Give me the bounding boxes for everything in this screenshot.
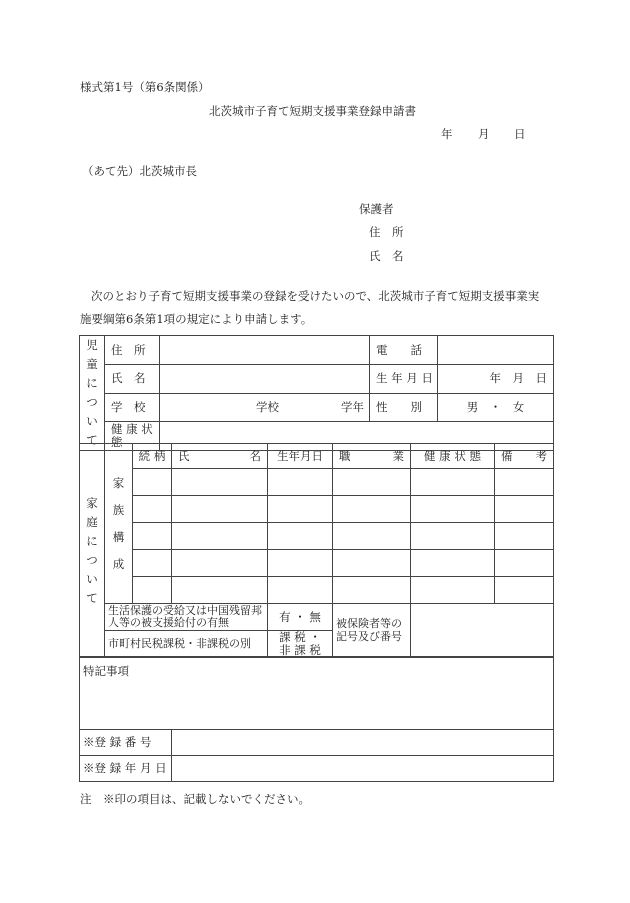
family-section-title: 家 庭 に つ い て — [80, 444, 105, 658]
registration-number-field[interactable] — [172, 730, 554, 756]
welfare-value[interactable]: 有 ・ 無 — [268, 604, 333, 631]
child-school-label: 学 校 — [105, 393, 160, 422]
intro-line-2: 施要綱第6条第1項の規定により申請します。 — [80, 312, 313, 326]
date-year-label: 年 — [441, 127, 453, 141]
child-birthdate-label: 生 年 月 日 — [370, 364, 438, 393]
guardian-label: 保護者 — [359, 202, 394, 216]
registration-date-field[interactable] — [172, 756, 554, 782]
child-section-title: 児 童 に つ い て — [80, 336, 105, 451]
child-school-field[interactable] — [160, 393, 370, 422]
family-row — [80, 469, 554, 496]
date-day-label: 日 — [514, 127, 526, 141]
grade-suffix: 学年 — [341, 400, 364, 415]
child-info-table — [79, 335, 554, 451]
form-number: 様式第1号（第6条関係） — [80, 80, 210, 94]
col-occupation: 職 業 — [333, 444, 411, 469]
footnote: 注 ※印の項目は、記載しないでください。 — [80, 792, 310, 806]
family-info-table — [79, 443, 554, 658]
family-row — [80, 496, 554, 523]
child-sex-field[interactable]: 男 ・ 女 — [438, 393, 554, 422]
tax-value[interactable]: 課 税 ・ 非 課 税 — [268, 631, 333, 658]
child-address-field[interactable] — [160, 336, 370, 365]
col-birthdate: 生年月日 — [268, 444, 333, 469]
special-notes-label: 特記事項 — [83, 664, 129, 678]
child-address-label: 住 所 — [105, 336, 160, 365]
insured-number-label: 被保険者等の記号及び番号 — [333, 604, 411, 658]
special-notes-field[interactable] — [80, 657, 554, 730]
tax-label: 市町村民税課税・非課税の別 — [105, 631, 268, 658]
guardian-name-label: 氏 名 — [369, 249, 404, 263]
school-suffix: 学校 — [256, 400, 279, 415]
guardian-address-label: 住 所 — [369, 225, 404, 239]
registration-date-label: ※登 録 年 月 日 — [80, 756, 172, 782]
child-birthdate-field[interactable]: 年 月 日 — [438, 364, 554, 393]
form-title: 北茨城市子育て短期支援事業登録申請書 — [209, 104, 416, 118]
welfare-label: 生活保護の受給又は中国残留邦人等の被支援給付の有無 — [105, 604, 268, 631]
insured-number-field[interactable] — [411, 604, 554, 658]
child-name-field[interactable] — [160, 364, 370, 393]
col-health: 健 康 状 態 — [411, 444, 495, 469]
registration-number-label: ※登 録 番 号 — [80, 730, 172, 756]
child-name-label: 氏 名 — [105, 364, 160, 393]
child-phone-label: 電 話 — [370, 336, 438, 365]
date-month-label: 月 — [478, 127, 490, 141]
family-composition-title: 家 族 構 成 — [105, 444, 133, 604]
child-sex-label: 性 別 — [370, 393, 438, 422]
registration-table — [79, 656, 554, 782]
col-relation: 続 柄 — [133, 444, 172, 469]
intro-line-1: 次のとおり子育て短期支援事業の登録を受けたいので、北茨城市子育て短期支援事業実 — [91, 289, 540, 303]
child-health-label: 健 康 状 態 — [105, 422, 160, 451]
col-remarks: 備 考 — [495, 444, 554, 469]
child-phone-field[interactable] — [438, 336, 554, 365]
family-row — [80, 577, 554, 604]
family-row — [80, 550, 554, 577]
family-row — [80, 523, 554, 550]
col-name: 氏 名 — [172, 444, 268, 469]
addressee: （あて先）北茨城市長 — [82, 164, 197, 178]
